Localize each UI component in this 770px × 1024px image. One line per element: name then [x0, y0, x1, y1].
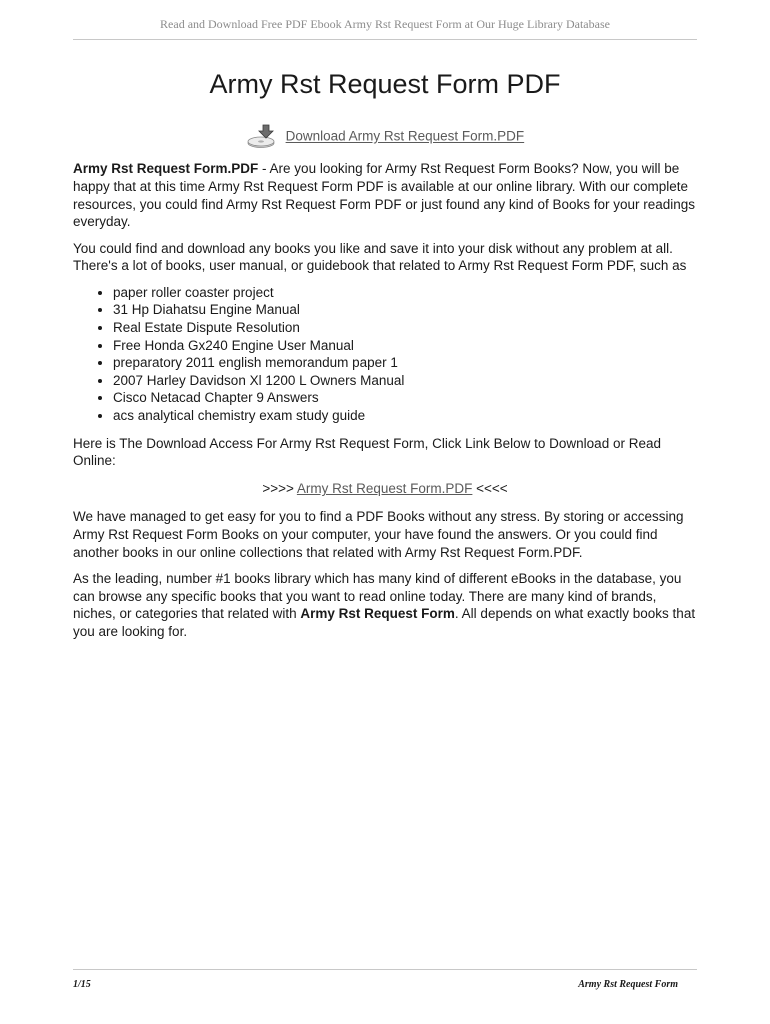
- intro-text: - Are you looking for Army Rst Request Form Books? Now, you will be happy that at this time Army Rst Request Form PDF is available at our online library. With our complete resources, you could find Army Rst Request Form PDF or just found any kind of Books for your readings everyday.: [73, 161, 696, 230]
- download-row: [0, 123, 770, 149]
- leading-text-before: As the leading, number #1 books library which has many kind of different eBooks in the database, you can browse any specific books that you want to read online today. There are many kind of brands, niches, or categories that related with: [73, 570, 682, 622]
- related-books-list: [73, 284, 697, 425]
- list-item: • Real Estate Dispute Resolution: [113, 319, 697, 337]
- easy-find-paragraph: We have managed to get easy for you to find a PDF Books without any stress. By storing or accessing Army Rst Request Form Books on your computer, your have found the answers. Or you could find another books in our online collections that related with Army Rst Request Form.PDF.: [73, 508, 684, 560]
- page-number: 1/15: [73, 979, 91, 990]
- download-disk-icon[interactable]: [246, 123, 278, 149]
- page-header-text: Read and Download Free PDF Ebook Army Rst Request Form at Our Huge Library Database: [160, 17, 610, 31]
- footer-title: Army Rst Request Form: [578, 979, 678, 990]
- center-download-line: [73, 480, 697, 498]
- list-item: • acs analytical chemistry exam study guide: [113, 407, 697, 425]
- document-body: [73, 160, 697, 650]
- books-paragraph: You could find and download any books you like and save it into your disk without any problem at all. There's a lot of books, user manual, or guidebook that related to Army Rst Request Form PDF, such as: [73, 240, 687, 274]
- list-item: • Free Honda Gx240 Engine User Manual: [113, 337, 697, 355]
- leading-text-after: . All depends on what exactly books that you are looking for.: [73, 606, 696, 640]
- list-item: • paper roller coaster project: [113, 284, 697, 302]
- arrows-prefix: >>>>: [262, 481, 297, 497]
- footer-divider: [73, 969, 697, 970]
- download-link[interactable]: Download Army Rst Request Form.PDF: [285, 128, 525, 144]
- arrows-suffix: <<<<: [472, 481, 508, 497]
- page-title: Army Rst Request Form PDF: [209, 69, 561, 99]
- list-item: • Cisco Netacad Chapter 9 Answers: [113, 389, 697, 407]
- list-item: • 31 Hp Diahatsu Engine Manual: [113, 301, 697, 319]
- leading-bold-term: Army Rst Request Form: [300, 606, 455, 622]
- intro-paragraph: [73, 160, 697, 231]
- intro-bold-lead: Army Rst Request Form.PDF: [73, 161, 259, 176]
- leading-library-paragraph: [73, 570, 697, 641]
- center-download-link[interactable]: Army Rst Request Form.PDF: [296, 481, 473, 497]
- header-divider: [73, 39, 697, 40]
- list-item: • preparatory 2011 english memorandum paper 1: [113, 354, 697, 372]
- list-item: • 2007 Harley Davidson Xl 1200 L Owners Manual: [113, 372, 697, 390]
- download-access-paragraph: Here is The Download Access For Army Rst Request Form, Click Link Below to Download or Read Online:: [73, 435, 661, 469]
